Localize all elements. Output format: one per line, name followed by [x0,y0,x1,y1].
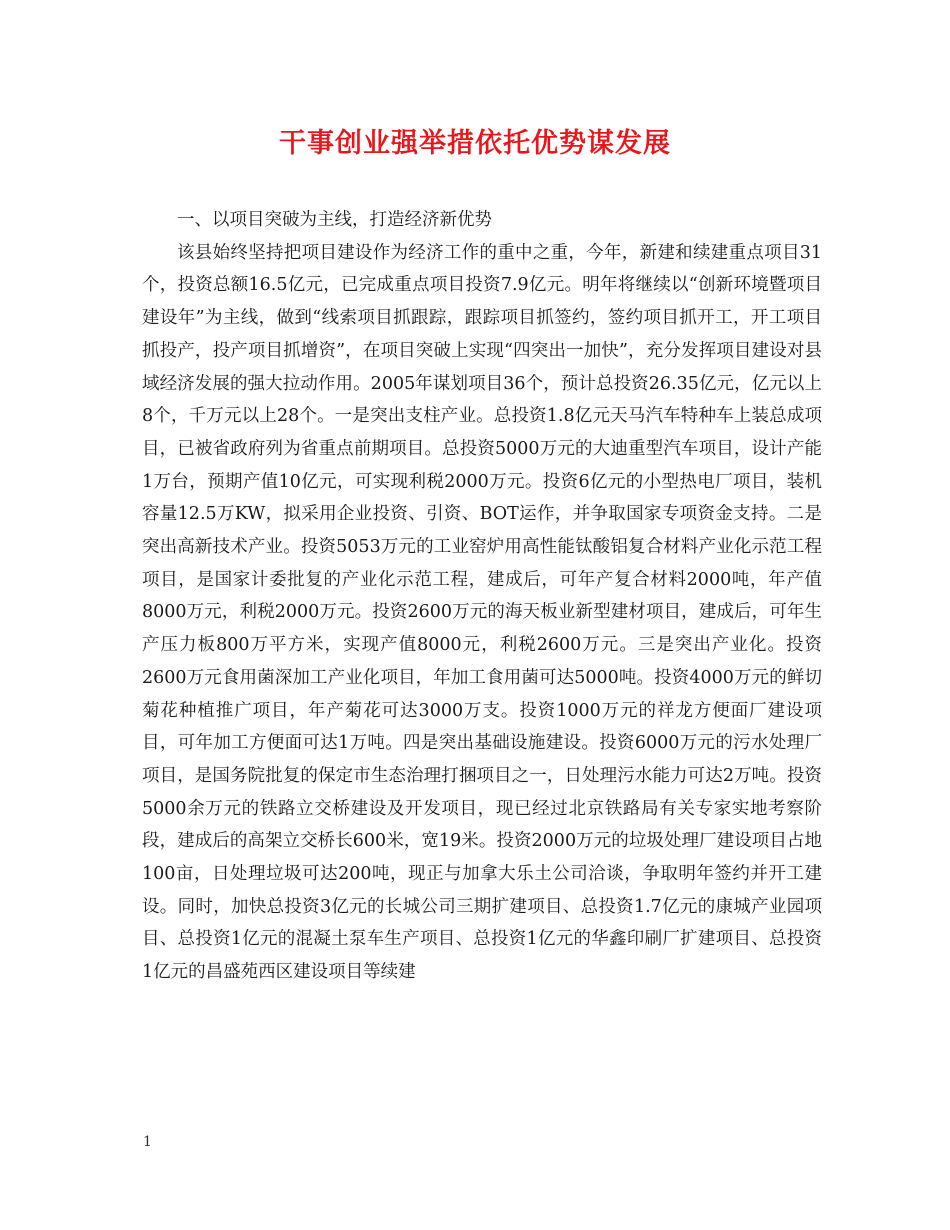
document-title: 干事创业强举措依托优势谋发展 [279,128,671,159]
body-paragraph: 该县始终坚持把项目建设作为经济工作的重中之重，今年，新建和续建重点项目31个，投资总额16.5亿元，已完成重点项目投资7.9亿元。明年将继续以“创新环境暨项目建设年”为主线，做到“线索项目抓跟踪，跟踪项目抓签约，签约项目抓开工，开工项目抓投产，投产项目抓增资”，在项目突破上实现“四突出一加快”，充分发挥项目建设对县域经济发展的强大拉动作用。2005年谋划项目36个，预计总投资26.35亿元，亿元以上8个，千万元以上28个。一是突出支柱产业。总投资1.8亿元天马汽车特种车上装总成项目，已被省政府列为省重点前期项目。总投资5000万元的大迪重型汽车项目，设计产能1万台，预期产值10亿元，可实现利税2000万元。投资6亿元的小型热电厂项目，装机容量12.5万KW，拟采用企业投资、引资、BOT运作，并争取国家专项资金支持。二是突出高新技术产业。投资5053万元的工业窑炉用高性能钛酸铝复合材料产业化示范工程项目，是国家计委批复的产业化示范工程，建成后，可年产复合材料2000吨，年产值8000万元，利税2000万元。投资2600万元的海天板业新型建材项目，建成后，可年生产压力板800万平方米，实现产值8000元，利税2600万元。三是突出产业化。投资2600万元食用菌深加工产业化项目，年加工食用菌可达5000吨。投资4000万元的鲜切菊花种植推广项目，年产菊花可达3000万支。投资1000万元的祥龙方便面厂建设项目，可年加工方便面可达1万吨。四是突出基础设施建设。投资6000万元的污水处理厂项目，是国务院批复的保定市生态治理打捆项目之一，日处理污水能力可达2万吨。投资5000余万元的铁路立交桥建设及开发项目，现已经过北京铁路局有关专家实地考察阶段，建成后的高架立交桥长600米，宽19米。投资2000万元的垃圾处理厂建设项目占地100亩，日处理垃圾可达200吨，现正与加拿大乐土公司洽谈，争取明年签约并开工建设。同时，加快总投资3亿元的长城公司三期扩建项目、总投资1.7亿元的康城产业园项目、总投资1亿元的混凝土泵车生产项目、总投资1亿元的华鑫印刷厂扩建项目、总投资1亿元的昌盛苑西区建设项目等续建 [142,242,822,983]
section-heading: 一、以项目突破为主线，打造经济新优势 [177,210,492,230]
document-body [142,204,822,989]
page-number: 1 [143,1134,152,1150]
